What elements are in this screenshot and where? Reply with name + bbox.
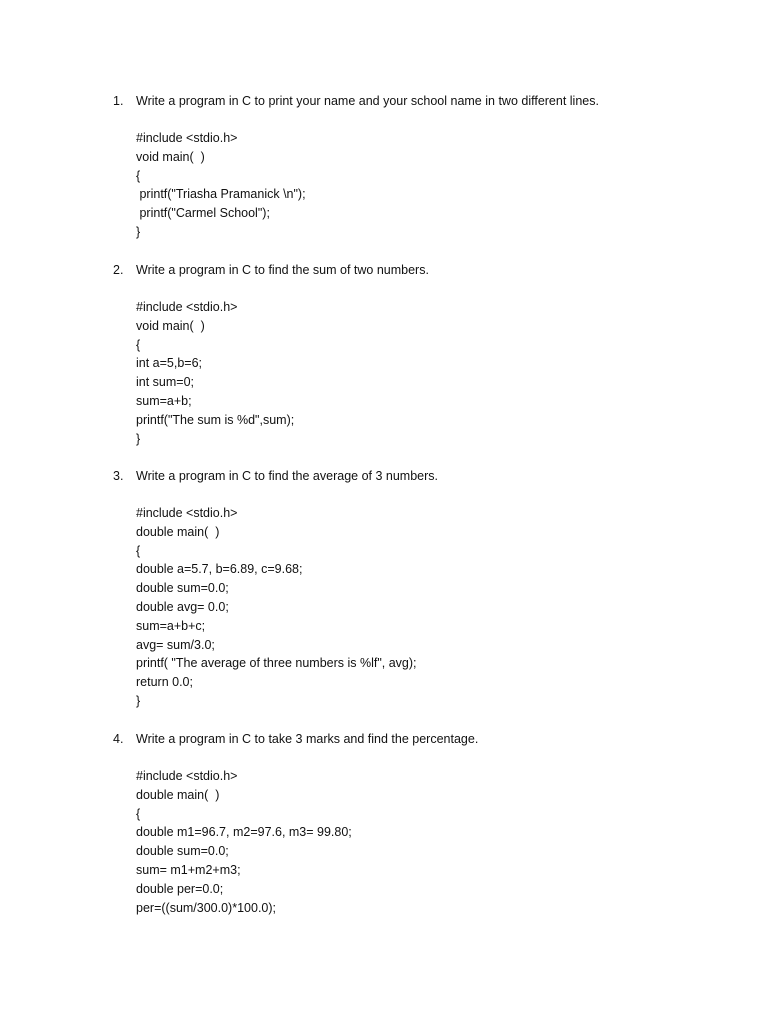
code-line: double a=5.7, b=6.89, c=9.68; [136, 562, 303, 577]
code-block [136, 298, 294, 448]
question-number: 3. [113, 469, 124, 483]
code-line: } [136, 224, 141, 239]
code-line: double avg= 0.0; [136, 599, 229, 614]
code-line: sum= m1+m2+m3; [136, 862, 241, 877]
question-number: 4. [113, 732, 124, 746]
code-line: per=((sum/300.0)*100.0); [136, 900, 277, 915]
question-number: 1. [113, 94, 124, 108]
code-line: return 0.0; [136, 675, 193, 690]
code-line: avg= sum/3.0; [136, 637, 215, 652]
code-line: #include <stdio.h> [136, 131, 238, 145]
code-line: #include <stdio.h> [136, 769, 238, 783]
code-line: double m1=96.7, m2=97.6, m3= 99.80; [136, 825, 352, 840]
question-prompt: Write a program in C to take 3 marks and find the percentage. [136, 732, 479, 746]
question-prompt: Write a program in C to print your name and your school name in two different lines. [136, 94, 599, 108]
code-line: int a=5,b=6; [136, 356, 203, 371]
code-line: sum=a+b; [136, 393, 192, 408]
question-heading [0, 730, 479, 748]
code-line: double per=0.0; [136, 881, 224, 896]
code-line: } [136, 693, 141, 708]
code-line: #include <stdio.h> [136, 300, 238, 314]
code-line: { [136, 806, 141, 821]
code-line: double main( ) [136, 524, 220, 539]
code-line: printf("Triasha Pramanick \n"); [136, 187, 306, 202]
question-prompt: Write a program in C to find the average of 3 numbers. [136, 469, 439, 483]
code-line: void main( ) [136, 149, 205, 164]
code-line: double sum=0.0; [136, 844, 229, 859]
code-line: double sum=0.0; [136, 581, 229, 596]
question-heading [0, 261, 429, 279]
question-prompt: Write a program in C to find the sum of two numbers. [136, 263, 429, 277]
question-number: 2. [113, 263, 124, 277]
code-line: { [136, 543, 141, 558]
code-line: double main( ) [136, 787, 220, 802]
code-line: { [136, 337, 141, 352]
code-line: printf( "The average of three numbers is %lf", avg); [136, 656, 417, 671]
code-line: } [136, 431, 141, 446]
code-line: { [136, 168, 141, 183]
question-heading [0, 467, 439, 485]
code-line: printf("The sum is %d",sum); [136, 412, 295, 427]
code-block [136, 504, 417, 711]
code-line: sum=a+b+c; [136, 618, 206, 633]
code-block [136, 129, 306, 242]
code-line: void main( ) [136, 318, 205, 333]
code-line: int sum=0; [136, 375, 195, 390]
code-line: #include <stdio.h> [136, 506, 238, 520]
question-heading [0, 92, 599, 110]
code-block [136, 767, 352, 917]
code-line: printf("Carmel School"); [136, 206, 270, 221]
